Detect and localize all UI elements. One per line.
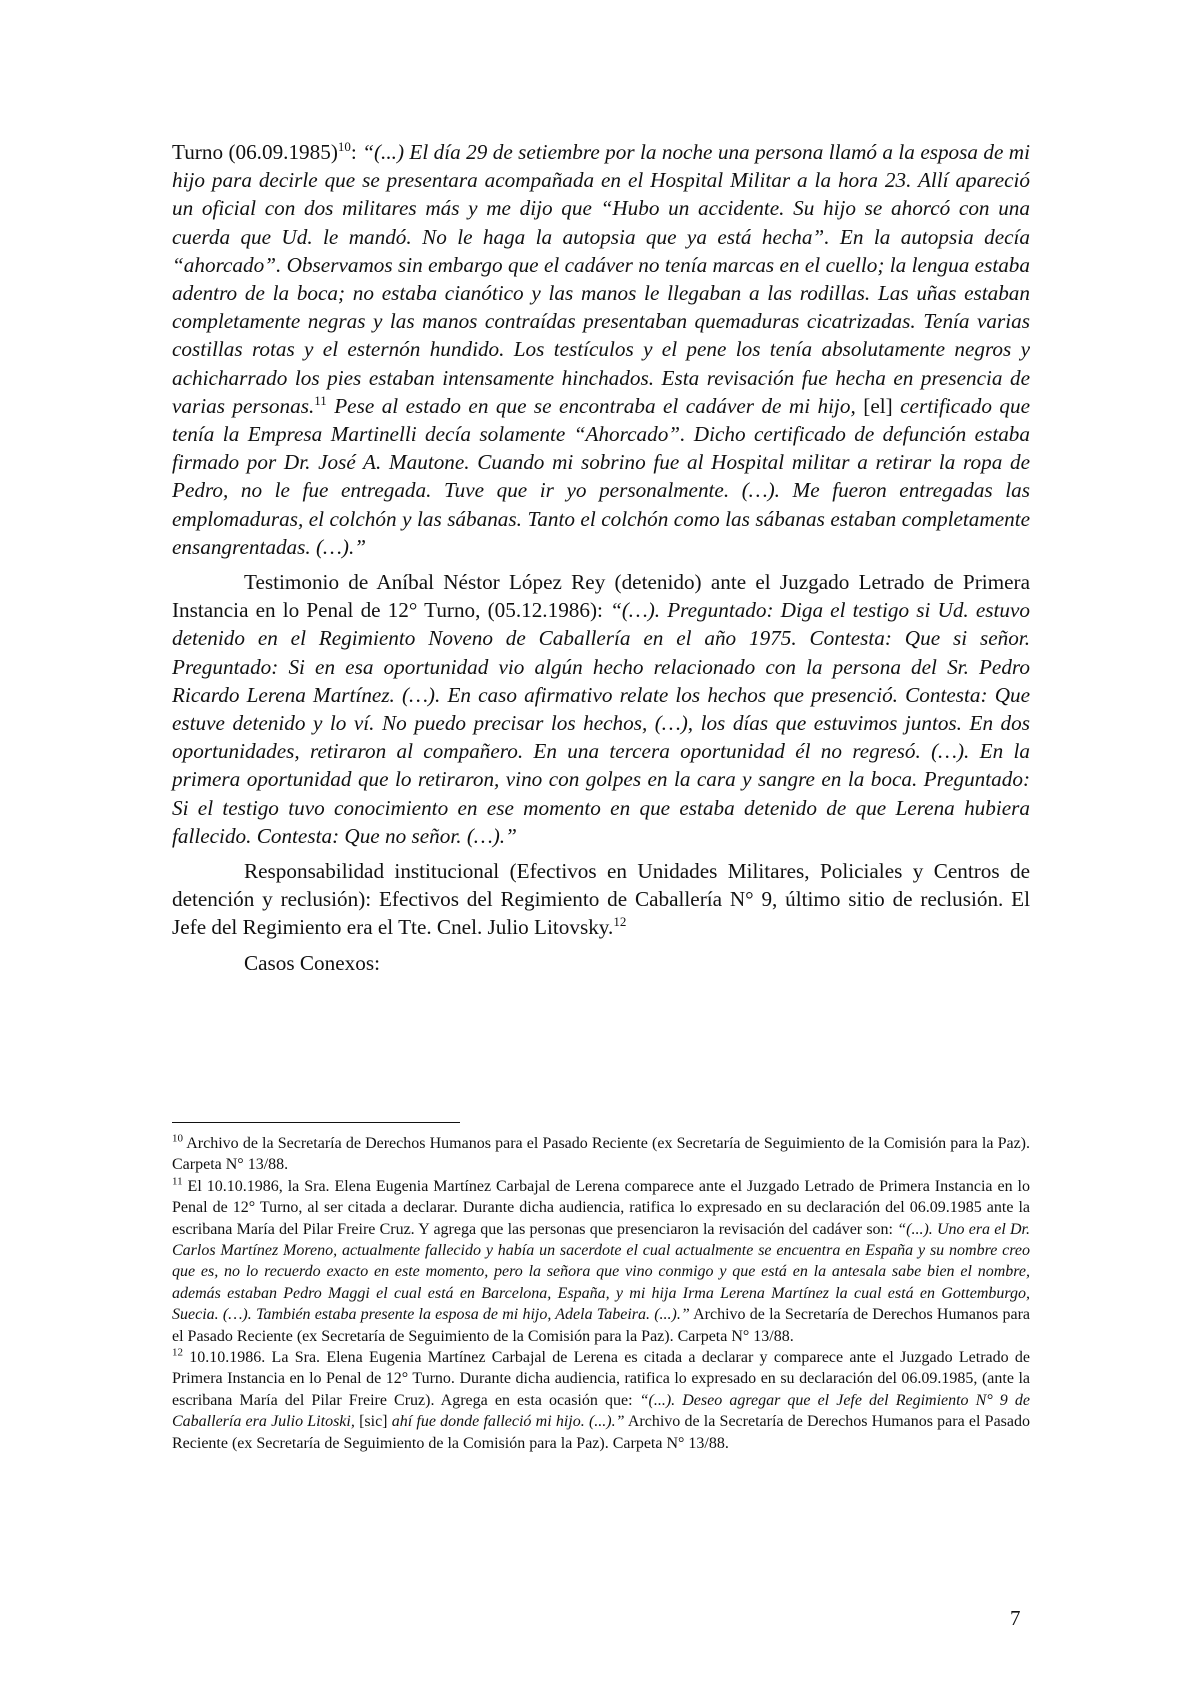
document-body xyxy=(172,138,1030,977)
footnote-ref-11[interactable]: 11 xyxy=(314,392,327,408)
footnote-11 xyxy=(172,1176,1030,1347)
page-number: 7 xyxy=(1010,1606,1021,1630)
footnote-ref-10[interactable]: 10 xyxy=(337,138,351,154)
paragraph-testimony-mother xyxy=(172,138,1030,561)
heading-casos-conexos: Casos Conexos: xyxy=(244,950,380,975)
footnote-number: 12 xyxy=(172,1346,183,1359)
editorial-insert: [sic] xyxy=(354,1413,392,1431)
footnote-12 xyxy=(172,1347,1030,1454)
footnote-separator xyxy=(172,1122,460,1123)
footnote-ref-12[interactable]: 12 xyxy=(613,914,627,930)
quote-part-b: Pese al estado en que se encontraba el cadáver de mi hijo, xyxy=(326,393,864,418)
footnote-quote: “(...). Uno era el Dr. Carlos Martínez Moreno, actualmente fallecido y había un sacerdote el cual actualmente se encuentra en España y su nombre creo que es, no lo recuerdo exacto en este momento, pero la señora que vino conmigo y que está en la antesala sabe bien el nombre, además estaban Pedro Maggi el cual está en Barcelona, España, y mi hija Irma Lerena Martínez la cual está en Gottemburgo, Suecia. (…). También estaba presente la esposa de mi hijo, Adela Tabeira. (...).” xyxy=(172,1220,1031,1324)
footnote-number: 10 xyxy=(172,1132,183,1145)
quote-part-a: “(...) El día 29 de setiembre por la noche una persona llamó a la esposa de mi hijo para decirle que se presentara acompañada en el Hospital Militar a la hora 23. Allí apareció un oficial con dos militares más y me dijo que “Hubo un accidente. Su hijo se ahorcó con una cuerda que Ud. le mandó. No le haga la autopsia que ya está hecha”. En la autopsia decía “ahorcado”. Observamos sin embargo que el cadáver no tenía marcas en el cuello; la lengua estaba adentro de la boca; no estaba cianótico y las manos le llegaban a las rodillas. Las uñas estaban completamente negras y las manos contraídas presentaban quemaduras cicatrizadas. Tenía varias costillas rotas y el esternón hundido. Los testículos y el pene los tenía absolutamente negros y achicharrado los pies estaban intensamente hinchados. Esta revisación fue hecha en presencia de varias personas. xyxy=(172,140,1030,418)
paragraph-lead: Testimonio de Aníbal Néstor López Rey (detenido) ante el Juzgado Letrado de Primera Instancia en lo Penal de 12° Turno, (05.12.1986): xyxy=(172,570,1030,623)
footnote-quote: ahí fue donde falleció mi hijo. (...).” xyxy=(391,1413,625,1431)
footnote-text: Archivo de la Secretaría de Derechos Humanos para el Pasado Reciente (ex Secretaría de Seguimiento de la Comisión para la Paz). Carpeta N° 13/88. xyxy=(172,1413,1031,1452)
colon: : xyxy=(350,140,363,164)
footnotes xyxy=(172,1122,1030,1454)
quote-part-c: certificado que tenía la Empresa Martinelli decía solamente “Ahorcado”. Dicho certificado de defunción estaba firmado por Dr. José A. Mautone. Cuando mi sobrino fue al Hospital militar a retirar la ropa de Pedro, no le fue entregada. Tuve que ir yo personalmente. (…). Me fueron entregadas las emplomaduras, el colchón y las sábanas. Tanto el colchón como las sábanas estaban completamente ensangrentadas. (…).” xyxy=(172,393,1030,559)
footnote-text: Archivo de la Secretaría de Derechos Humanos para el Pasado Reciente (ex Secretaría de Seguimiento de la Comisión para la Paz). Carpeta N° 13/88. xyxy=(172,1135,1030,1174)
paragraph-responsabilidad xyxy=(172,857,1030,942)
paragraph-lead: Turno (06.09.1985) xyxy=(172,140,338,164)
footnote-number: 11 xyxy=(172,1175,183,1188)
paragraph-testimony-lopez-rey xyxy=(172,568,1030,850)
footnote-quote: “(...). Deseo agregar que el Jefe del Regimiento N° 9 de Caballería era Julio Litoski, xyxy=(172,1391,1031,1431)
footnote-text: Archivo de la Secretaría de Derechos Humanos para el Pasado Reciente (ex Secretaría de Seguimiento de la Comisión para la Paz). Carpeta N° 13/88. xyxy=(172,1306,1030,1345)
footnote-text: 10.10.1986. La Sra. Elena Eugenia Martínez Carbajal de Lerena es citada a declarar y comparece ante el Juzgado Letrado de Primera Instancia en lo Penal de 12° Turno. Durante dicha audiencia, ratifica lo expresado en su declaración del 06.09.1985, (ante la escribana María del Pilar Freire Cruz). Agrega en esta ocasión que: xyxy=(172,1349,1030,1409)
footnote-text: El 10.10.1986, la Sra. Elena Eugenia Martínez Carbajal de Lerena comparece ante el Juzgado Letrado de Primera Instancia en lo Penal de 12° Turno, al ser citada a declarar. Durante dicha audiencia, ratifica lo expresado en su declaración del 06.09.1985 ante la escribana María del Pilar Freire Cruz. Y agrega que las personas que presenciaron la revisación del cadáver son: xyxy=(172,1177,1030,1238)
footnote-10 xyxy=(172,1133,1030,1176)
paragraph-text: Responsabilidad institucional (Efectivos en Unidades Militares, Policiales y Centros de detención y reclusión): Efectivos del Regimiento de Caballería N° 9, último sitio de reclusión. El Jefe del Regimiento era el Tte. Cnel. Julio Litovsky. xyxy=(172,859,1030,940)
editorial-insert: [el] xyxy=(863,393,893,418)
quote: “(…). Preguntado: Diga el testigo si Ud. estuvo detenido en el Regimiento Noveno de Caballería en el año 1975. Contesta: Que si señor. Preguntado: Si en esa oportunidad vio algún hecho relacionado con la persona del Sr. Pedro Ricardo Lerena Martínez. (…). En caso afirmativo relate los hechos que presenció. Contesta: Que estuve detenido y lo ví. No puedo precisar los hechos, (…), los días que estuvimos juntos. En dos oportunidades, retiraron al compañero. En una tercera oportunidad él no regresó. (…). En la primera oportunidad que lo retiraron, vino con golpes en la cara y sangre en la boca. Preguntado: Si el testigo tuvo conocimiento en ese momento en que estaba detenido de que Lerena hubiera fallecido. Contesta: Que no señor. (…).” xyxy=(172,598,1030,848)
